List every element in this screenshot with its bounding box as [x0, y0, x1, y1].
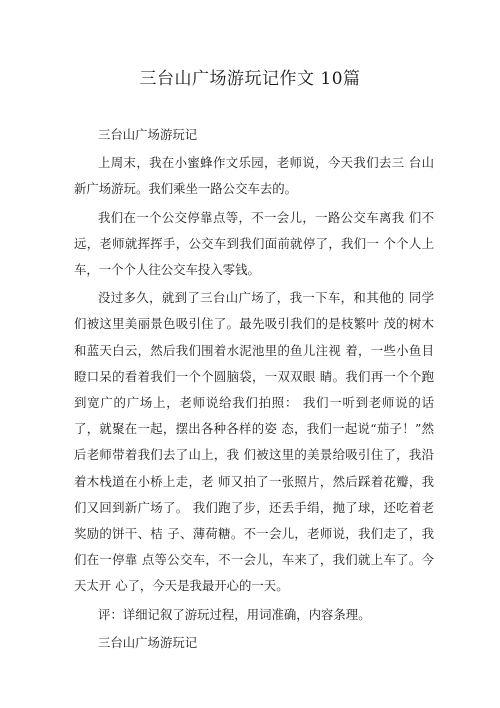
- paragraph: 我们在一个公交停靠点等，不一会儿，一路公交车离我 们不远，老师就挥挥手，公交车到我们面前就停了，我们一 个个人上车，一个个人往公交车投入零钱。: [74, 209, 434, 278]
- document-title: 三台山广场游玩记作文 10篇: [139, 69, 361, 89]
- document-body: [74, 122, 434, 656]
- paragraph: 没过多久，就到了三台山广场了，我一下车，和其他的 同学们被这里美丽景色吸引住了。最先吸引我们的是枝繁叶 茂的树木和蓝天白云，然后我们围着水泥池里的鱼儿注视 着，一些小鱼目瞪口呆的看着我们一个个圆脑袋，一双双眼 睛。我们再一个个跑到宽广的广场上，老师说给我们拍照： 我们一听到老师说的话了，就聚在一起，摆出各种各样的姿 态，我们一起说“茄子！”然后老师带着我们去了山上，我 们被这里的美景给吸引住了，我沿着木栈道在小桥上走，老 师又拍了一张照片，然后踩着花瓣，我们又回到新广场了。 我们跑了步，还丢手绢，抛了球，还吃着老奖励的饼干、桔 子、薄荷糖。不一会儿，老师说，我们走了，我们在一停靠 点等公交车，不一会儿，车来了，我们就上车了。今天太开 心了，今天是我最开心的一天。: [74, 290, 434, 594]
- next-section-title: 三台山广场游玩记: [98, 634, 198, 650]
- section-title: 三台山广场游玩记: [98, 127, 198, 142]
- paragraph: 上周末，我在小蜜蜂作文乐园，老师说，今天我们去三 台山新广场游玩。我们乘坐一路公交车去的。: [74, 155, 434, 197]
- comment-paragraph: 评：详细记叙了游玩过程，用词准确，内容条理。: [98, 606, 371, 622]
